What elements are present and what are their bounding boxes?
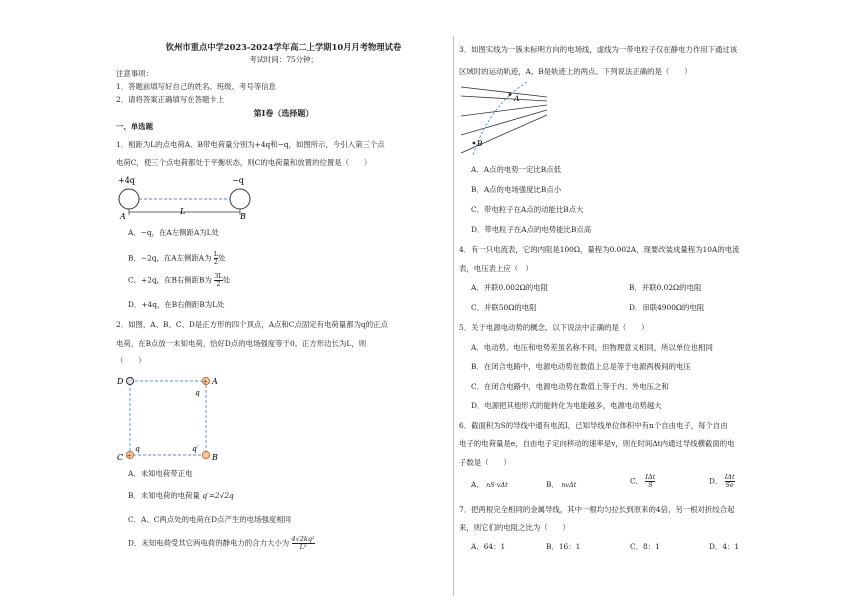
q4-option-b[interactable]: B．并联0.02Ω的电阻 (629, 283, 702, 292)
q5-option-a[interactable]: A．电动势、电压和电势差虽名称不同，但物理意义相同，所以单位也相同 (471, 343, 713, 352)
q2-option-d[interactable]: D．未知电荷受其它两电荷的静电力的合力大小为 $\frac{\text{4√2kq²}}{\text{L²}}$ (128, 535, 315, 551)
q1-fig-l-label: L (180, 207, 186, 216)
q1-option-b-text: B．−2q，在A左侧距A为 (128, 253, 212, 263)
q3-field-line-1 (461, 87, 547, 97)
column-divider (453, 36, 454, 596)
q2-option-d-fraction: $\frac{\text{4√2kq²}}{\text{L²}}$ (291, 535, 315, 551)
q2-option-a[interactable]: A．未知电荷带正电 (128, 469, 193, 478)
q7-stem-line2: 来，则它们的电阻之比为（ ） (459, 523, 570, 532)
q6-option-c[interactable]: C． IΔt S (630, 473, 656, 489)
q3-point-b (473, 142, 476, 145)
q3-fig-a-label: A (514, 94, 520, 103)
q4-stem-line2: 表，电压表上应（ ） (459, 264, 533, 273)
q2-option-b-formula: q′=2√2q (202, 491, 234, 500)
q6-option-d-fraction: IΔt Se (724, 473, 735, 489)
part-title: 一、单选题 (116, 122, 153, 131)
q3-stem-line1: 3．如图实线为一簇未标明方向的电场线，虚线为一带电粒子仅在静电力作用下通过该 (459, 45, 738, 54)
q5-option-b[interactable]: B．在闭合电路中，电源电动势在数值上总是等于电源两极间的电压 (471, 362, 691, 371)
q1-option-b-fraction: $\frac{L}{2}$ (213, 250, 219, 266)
q2-fig-b-label: B (212, 453, 218, 462)
q5-stem-line1: 5．关于电源电动势的概念，以下说法中正确的是（ ） (459, 323, 649, 332)
q4-option-d[interactable]: D．串联4900Ω的电阻 (629, 303, 705, 312)
q2-fig-d-label: D (117, 377, 124, 386)
q6-option-b[interactable]: B． nvΔt (546, 480, 577, 489)
q1-charge-b-circle (230, 189, 250, 209)
q3-option-b[interactable]: B．A点的电场强度比B点小 (471, 185, 562, 194)
q1-option-d[interactable]: D．+4q，在B右侧距B为L处 (128, 300, 225, 309)
q4-stem-line1: 4．有一只电流表，它的内阻是100Ω，量程为0.002A，现要改装成量程为10A的电流 (459, 245, 740, 254)
q2-stem-line3: （ ） (116, 356, 146, 365)
q5-option-d[interactable]: D．电源把其他形式的能转化为电能越多，电源电动势越大 (471, 401, 662, 410)
q3-stem-line2: 区域时的运动轨迹，A、B是轨迹上的两点。下列说法正确的是（ ） (459, 67, 692, 76)
q1-charge-a-circle (119, 189, 139, 209)
q2-fig-q-a: q (195, 388, 200, 397)
q6-option-a[interactable]: A． nS·vΔt (471, 480, 508, 489)
q6-option-c-fraction: IΔt S (645, 473, 656, 489)
q5-option-c[interactable]: C．在闭合电路中，电源电动势在数值上等于内、外电压之和 (471, 382, 669, 391)
q3-option-c[interactable]: C．带电粒子在A点的动能比B点大 (471, 205, 584, 214)
q6-stem-line1: 6．截面积为S的导线中通有电流I，已知导线单位体积中有n个自由电子，每个自由 (459, 421, 728, 430)
q1-stem-line2: 电荷C，使三个点电荷都处于平衡状态，则C的电荷量和放置的位置是（ ） (116, 158, 372, 167)
q2-fig-a-label: A (212, 377, 218, 386)
q7-stem-line1: 7．把两根完全相同的金属导线，其中一根均匀拉长到原来的4倍，另一根对折绞合起 (459, 505, 735, 514)
q1-fig-left-charge: +4q (118, 176, 135, 185)
q7-option-c[interactable]: C．8：1 (630, 542, 660, 551)
q1-figure (116, 174, 266, 224)
q4-option-a[interactable]: A．并联0.002Ω的电阻 (471, 283, 548, 292)
q3-option-d[interactable]: D．带电粒子在A点的电势能比B点高 (471, 225, 592, 234)
q7-option-d[interactable]: D．4：1 (709, 542, 740, 551)
q6-option-a-formula: nS·vΔt (486, 481, 508, 489)
q7-option-a[interactable]: A．64：1 (471, 542, 506, 551)
q1-fig-a-label: A (120, 212, 126, 221)
svg-text:+: + (202, 378, 208, 386)
q2-charge-b (202, 451, 209, 458)
q4-option-c[interactable]: C．并联50Ω的电阻 (471, 303, 537, 312)
q1-option-c-text: C．+2q，在B右侧距B为 (128, 275, 212, 285)
q2-option-b[interactable]: B．未知电荷的电荷量 q′=2√2q (128, 491, 234, 500)
q1-fig-right-charge: −q (232, 176, 244, 185)
q6-option-b-formula: nvΔt (561, 481, 577, 489)
q3-field-line-3 (461, 105, 547, 116)
q6-stem-line2: 电子的电荷量是e，自由电子定向移动的速率是v，则在时间Δt内通过导线横截面的电 (459, 439, 735, 448)
q2-fig-qp: q′ (192, 444, 199, 453)
q3-option-a[interactable]: A．A点的电势一定比B点低 (471, 165, 562, 174)
q2-fig-q-c: q (135, 444, 140, 453)
exam-time: 考试时间：75分钟； (249, 55, 318, 64)
svg-text:+: + (126, 452, 132, 460)
q1-option-c[interactable]: C．+2q，在B右侧距B为 $\frac{3L}{2}$ 处 (128, 272, 231, 288)
section-title: 第I卷（选择题） (253, 108, 314, 118)
q1-option-a[interactable]: A．−q，在A左侧距A为L处 (128, 228, 219, 237)
note-item-2: 2．请将答案正确填写在答题卡上 (116, 95, 225, 104)
q2-option-c[interactable]: C．A、C两点处的电荷在D点产生的电场强度相同 (128, 515, 291, 524)
q6-option-d[interactable]: D． IΔt Se (709, 473, 735, 489)
notes-heading: 注意事项： (116, 69, 153, 78)
exam-title: 钦州市重点中学2023-2024学年高二上学期10月月考物理试卷 (165, 42, 402, 52)
q6-stem-line3: 子数是（ ） (459, 458, 511, 467)
note-item-1: 1．答题前填写好自己的姓名、班级、考号等信息 (116, 82, 276, 91)
q1-stem-line1: 1．相距为L的点电荷A、B带电荷量分别为+4q和−q，如图所示，今引入第三个点 (116, 140, 385, 149)
q3-fig-b-label: B (477, 139, 483, 148)
q2-fig-c-label: C (117, 453, 124, 462)
q3-point-a (509, 93, 512, 96)
q1-option-c-fraction: $\frac{3L}{2}$ (214, 272, 223, 288)
q2-point-d (126, 377, 133, 384)
q2-stem-line1: 2．如图，A、B、C、D是正方形的四个顶点，A点和C点固定有电荷量都为q的正点 (116, 320, 388, 329)
q3-field-line-4 (461, 110, 547, 135)
q2-stem-line2: 电荷，在B点放一未知电荷，恰好D点的电场强度等于0。正方形边长为L，则 (116, 339, 367, 348)
q3-field-line-5 (461, 115, 547, 153)
q3-figure (459, 81, 551, 156)
q1-option-b[interactable]: B．−2q，在A左侧距A为 $\frac{L}{2}$ 处 (128, 250, 226, 266)
q2-figure (116, 371, 226, 464)
q1-fig-b-label: B (240, 212, 246, 221)
q7-option-b[interactable]: B．16：1 (546, 542, 581, 551)
